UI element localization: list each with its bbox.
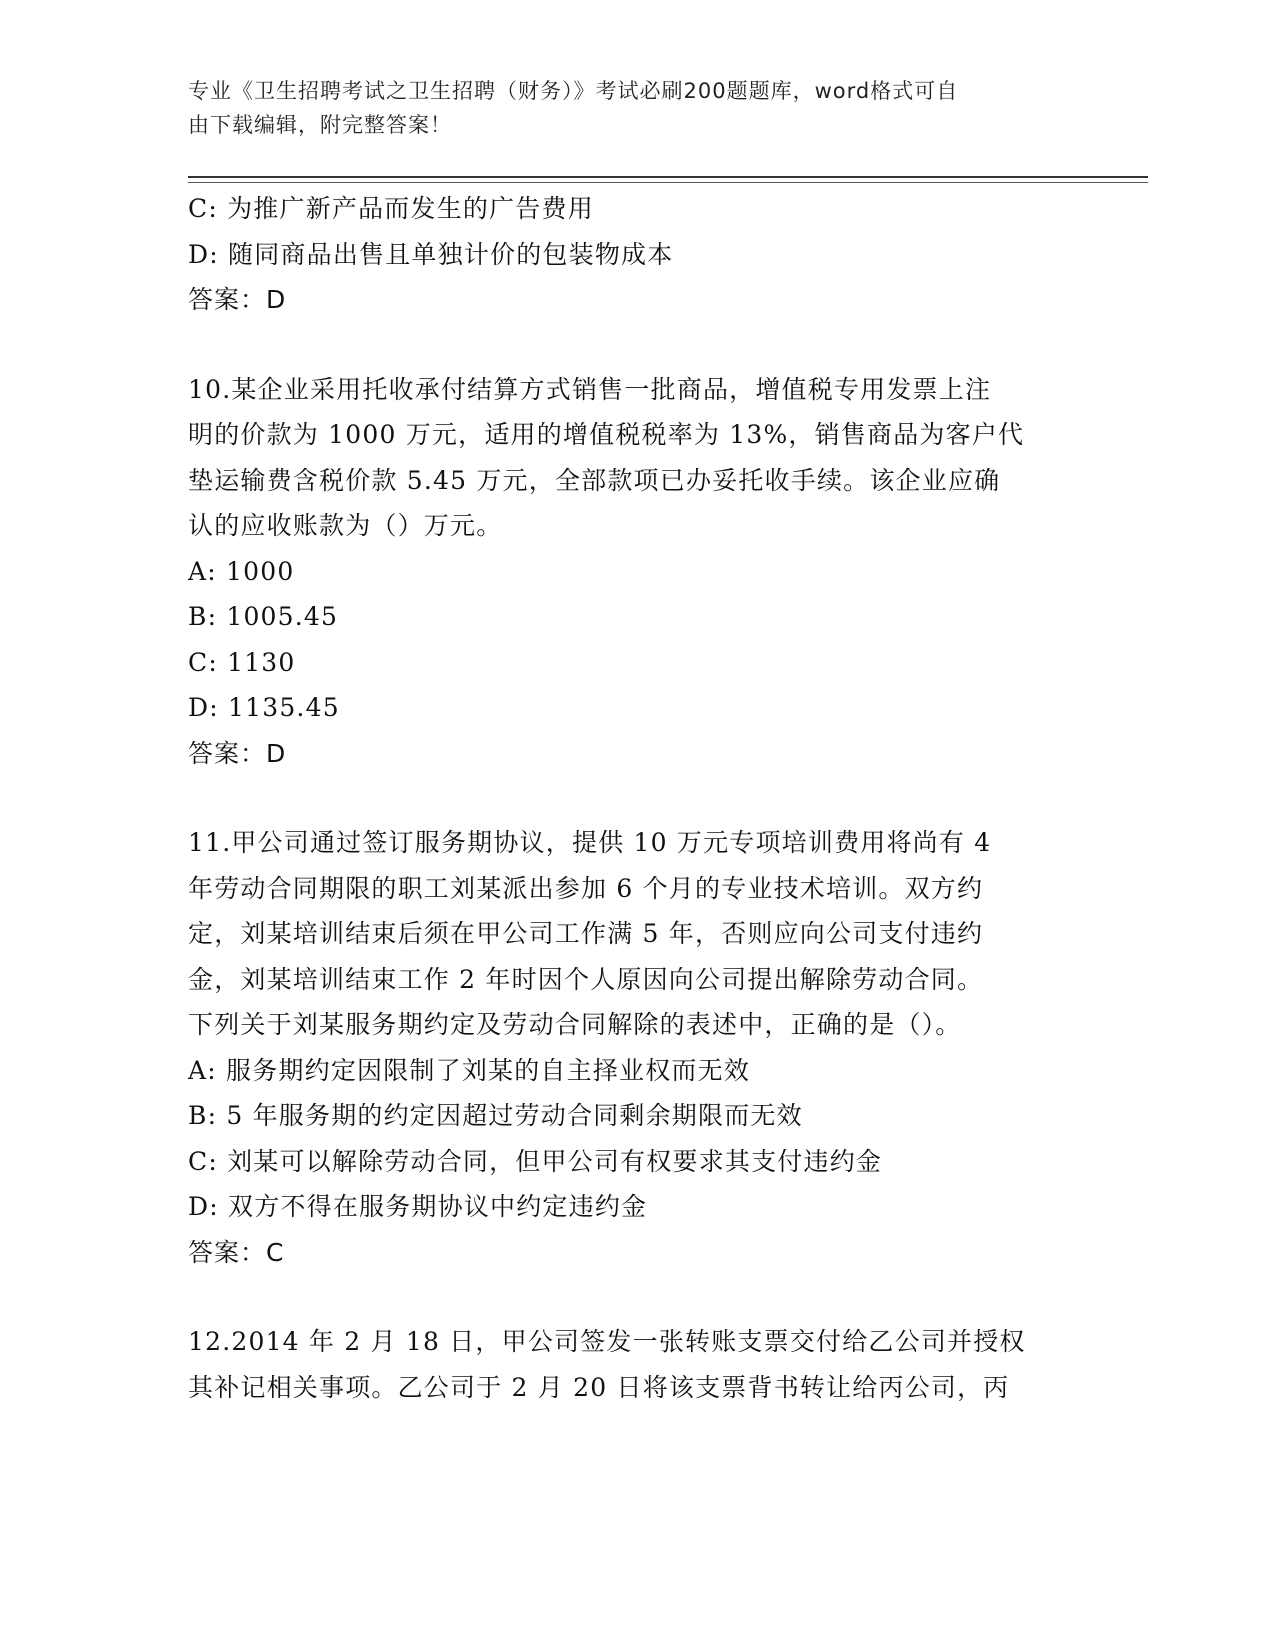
header-title-line-2: 由下载编辑，附完整答案！ bbox=[188, 113, 452, 137]
question-stem-line: 12.2014 年 2 月 18 日，甲公司签发一张转账支票交付给乙公司并授权 bbox=[188, 1327, 1026, 1356]
document-header bbox=[188, 74, 1068, 142]
question-stem-line: 金，刘某培训结束工作 2 年时因个人原因向公司提出解除劳动合同。 bbox=[188, 964, 984, 994]
question-stem-line: 定，刘某培训结束后须在甲公司工作满 5 年，否则应向公司支付违约 bbox=[188, 919, 984, 948]
option-b: B: 1005.45 bbox=[188, 602, 339, 631]
option-a: A: 1000 bbox=[188, 556, 295, 586]
header-title-line-1: 专业《卫生招聘考试之卫生招聘（财务）》考试必刷200题题库，word格式可自 bbox=[188, 79, 959, 103]
option-d: D: 双方不得在服务期协议中约定违约金 bbox=[188, 1192, 648, 1221]
question-stem-line: 年劳动合同期限的职工刘某派出参加 6 个月的专业技术培训。双方约 bbox=[188, 873, 984, 903]
question-stem-line: 其补记相关事项。乙公司于 2 月 20 日将该支票背书转让给丙公司，丙 bbox=[188, 1372, 1010, 1402]
option-b: B: 5 年服务期的约定因超过劳动合同剩余期限而无效 bbox=[188, 1101, 803, 1130]
question-stem-line: 下列关于刘某服务期约定及劳动合同解除的表述中，正确的是（）。 bbox=[188, 1010, 962, 1039]
answer: 答案：C bbox=[188, 1237, 285, 1267]
question-stem-line: 垫运输费含税价款 5.45 万元，全部款项已办妥托收手续。该企业应确 bbox=[188, 465, 1001, 495]
spacer bbox=[188, 776, 1078, 820]
option-d: D: 随同商品出售且单独计价的包装物成本 bbox=[188, 239, 674, 269]
question-stem-line: 11.甲公司通过签订服务期协议，提供 10 万元专项培训费用将尚有 4 bbox=[188, 828, 992, 857]
document-body bbox=[188, 186, 1078, 1410]
answer: 答案：D bbox=[188, 738, 287, 768]
header-divider-thick bbox=[188, 176, 1148, 178]
question-stem-line: 10.某企业采用托收承付结算方式销售一批商品，增值税专用发票上注 bbox=[188, 374, 992, 404]
answer: 答案：D bbox=[188, 285, 287, 314]
option-c: C: 1130 bbox=[188, 647, 296, 677]
question-12 bbox=[188, 1319, 1078, 1410]
question-10 bbox=[188, 367, 1078, 777]
question-9-tail bbox=[188, 186, 1078, 323]
spacer bbox=[188, 1275, 1078, 1319]
header-divider-thin bbox=[188, 182, 1148, 183]
option-c: C: 刘某可以解除劳动合同，但甲公司有权要求其支付违约金 bbox=[188, 1146, 883, 1176]
option-d: D: 1135.45 bbox=[188, 693, 340, 722]
option-c: C: 为推广新产品而发生的广告费用 bbox=[188, 194, 594, 223]
question-11 bbox=[188, 820, 1078, 1275]
option-a: A: 服务期约定因限制了刘某的自主择业权而无效 bbox=[188, 1055, 751, 1085]
spacer bbox=[188, 323, 1078, 367]
question-stem-line: 明的价款为 1000 万元，适用的增值税税率为 13%，销售商品为客户代 bbox=[188, 420, 1025, 449]
question-stem-line: 认的应收账款为（）万元。 bbox=[188, 511, 503, 540]
